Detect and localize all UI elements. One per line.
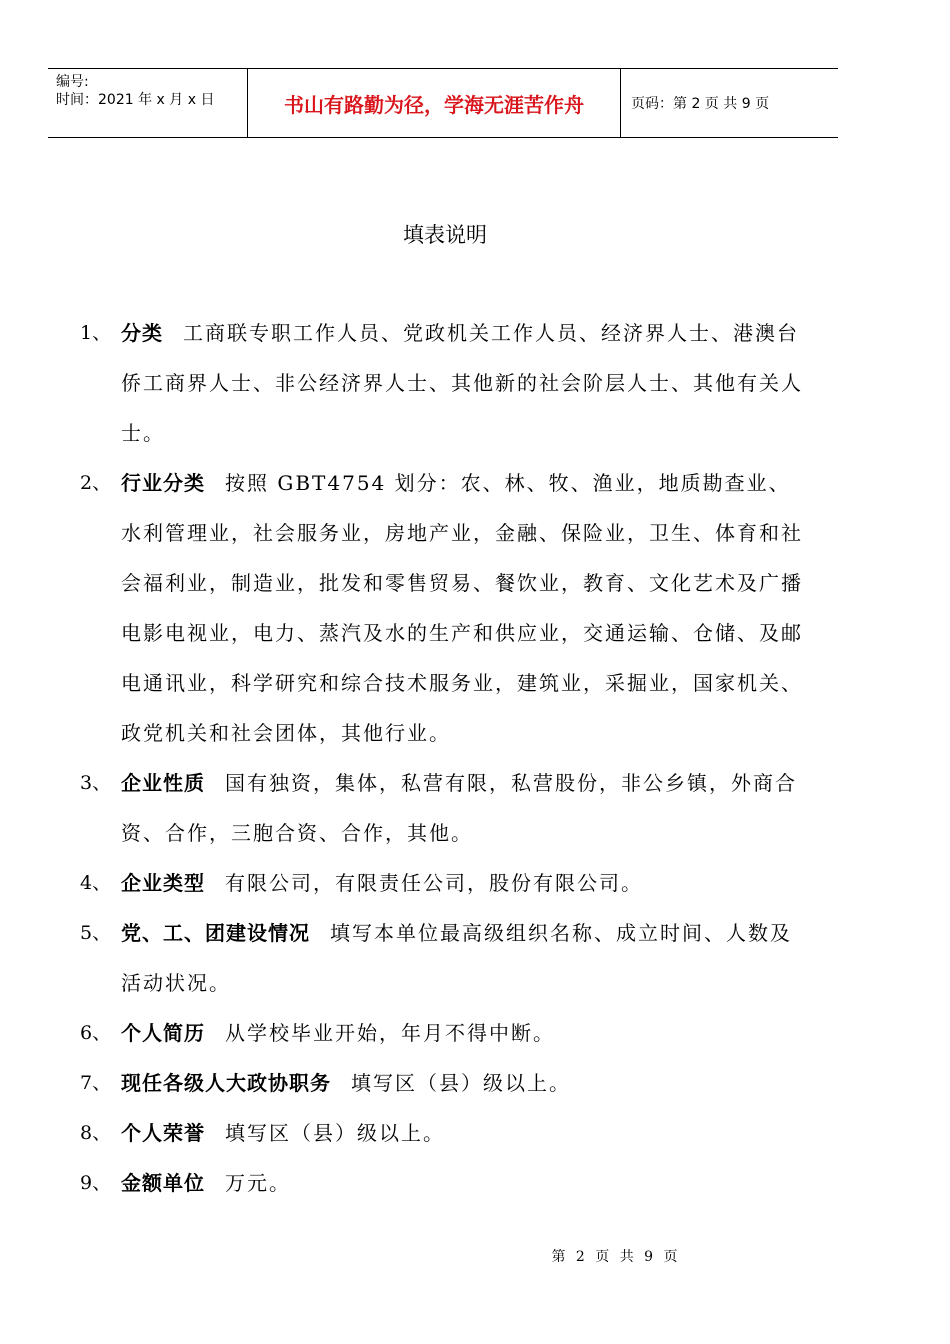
item-label: 金额单位	[121, 1171, 205, 1195]
item-label: 党、工、团建设情况	[121, 921, 310, 945]
item-text: 填写区（县）级以上。	[225, 1121, 445, 1145]
item-label: 个人简历	[121, 1021, 205, 1045]
list-item	[80, 858, 810, 908]
list-item	[80, 908, 810, 1008]
item-number: 8、	[80, 1122, 112, 1144]
item-text: 从学校毕业开始，年月不得中断。	[225, 1021, 555, 1045]
page-title: 填表说明	[403, 223, 487, 247]
header-meta	[48, 69, 248, 137]
item-text: 有限公司，有限责任公司，股份有限公司。	[225, 871, 643, 895]
item-label: 个人荣誉	[121, 1121, 205, 1145]
item-label: 企业性质	[121, 771, 205, 795]
item-number: 4、	[80, 872, 112, 894]
item-number: 5、	[80, 922, 112, 944]
instruction-list	[80, 308, 810, 1208]
item-content	[121, 308, 810, 458]
code-label: 编号:	[56, 74, 89, 90]
item-text: 万元。	[225, 1171, 291, 1195]
item-content	[121, 1008, 810, 1058]
item-label: 分类	[121, 321, 163, 345]
list-item	[80, 758, 810, 858]
list-item	[80, 458, 810, 758]
list-item	[80, 1008, 810, 1058]
list-item	[80, 1108, 810, 1158]
item-number: 2、	[80, 472, 112, 494]
page-header	[48, 68, 838, 138]
item-text: 填写本单位最高级组织名称、成立时间、人数及活动状况。	[121, 921, 792, 995]
item-content	[121, 1058, 810, 1108]
item-content	[121, 758, 810, 858]
item-text: 按照 GBT4754 划分：农、林、牧、渔业，地质勘查业、水利管理业，社会服务业，房地产业，金融、保险业，卫生、体育和社会福利业，制造业，批发和零售贸易、餐饮业，教育、文化艺术及广播电影电视业，电力、蒸汽及水的生产和供应业，交通运输、仓储、及邮电通讯业，科学研究和综合技术服务业，建筑业，采掘业，国家机关、政党机关和社会团体，其他行业。	[121, 471, 803, 745]
item-text: 填写区（县）级以上。	[351, 1071, 571, 1095]
item-content	[121, 1158, 810, 1208]
item-content	[121, 908, 810, 1008]
item-number: 3、	[80, 772, 112, 794]
list-item	[80, 1158, 810, 1208]
item-number: 9、	[80, 1172, 112, 1194]
item-content	[121, 1108, 810, 1158]
page-footer: 第 2 页 共 9 页	[551, 1249, 681, 1265]
item-content	[121, 858, 810, 908]
item-label: 现任各级人大政协职务	[121, 1071, 331, 1095]
list-item	[80, 308, 810, 458]
list-item	[80, 1058, 810, 1108]
item-number: 6、	[80, 1022, 112, 1044]
item-number: 1、	[80, 322, 112, 344]
header-motto: 书山有路勤为径，学海无涯苦作舟	[248, 69, 621, 137]
item-content	[121, 458, 810, 758]
item-label: 企业类型	[121, 871, 205, 895]
date-label: 时间：2021 年 x 月 x 日	[56, 92, 215, 108]
item-label: 行业分类	[121, 471, 205, 495]
item-text: 工商联专职工作人员、党政机关工作人员、经济界人士、港澳台侨工商界人士、非公经济界人士、其他新的社会阶层人士、其他有关人士。	[121, 321, 803, 445]
header-page-info: 页码：第 2 页 共 9 页	[631, 96, 770, 112]
item-number: 7、	[80, 1072, 112, 1094]
item-text: 国有独资，集体，私营有限，私营股份，非公乡镇，外商合资、合作，三胞合资、合作，其他。	[121, 771, 797, 845]
